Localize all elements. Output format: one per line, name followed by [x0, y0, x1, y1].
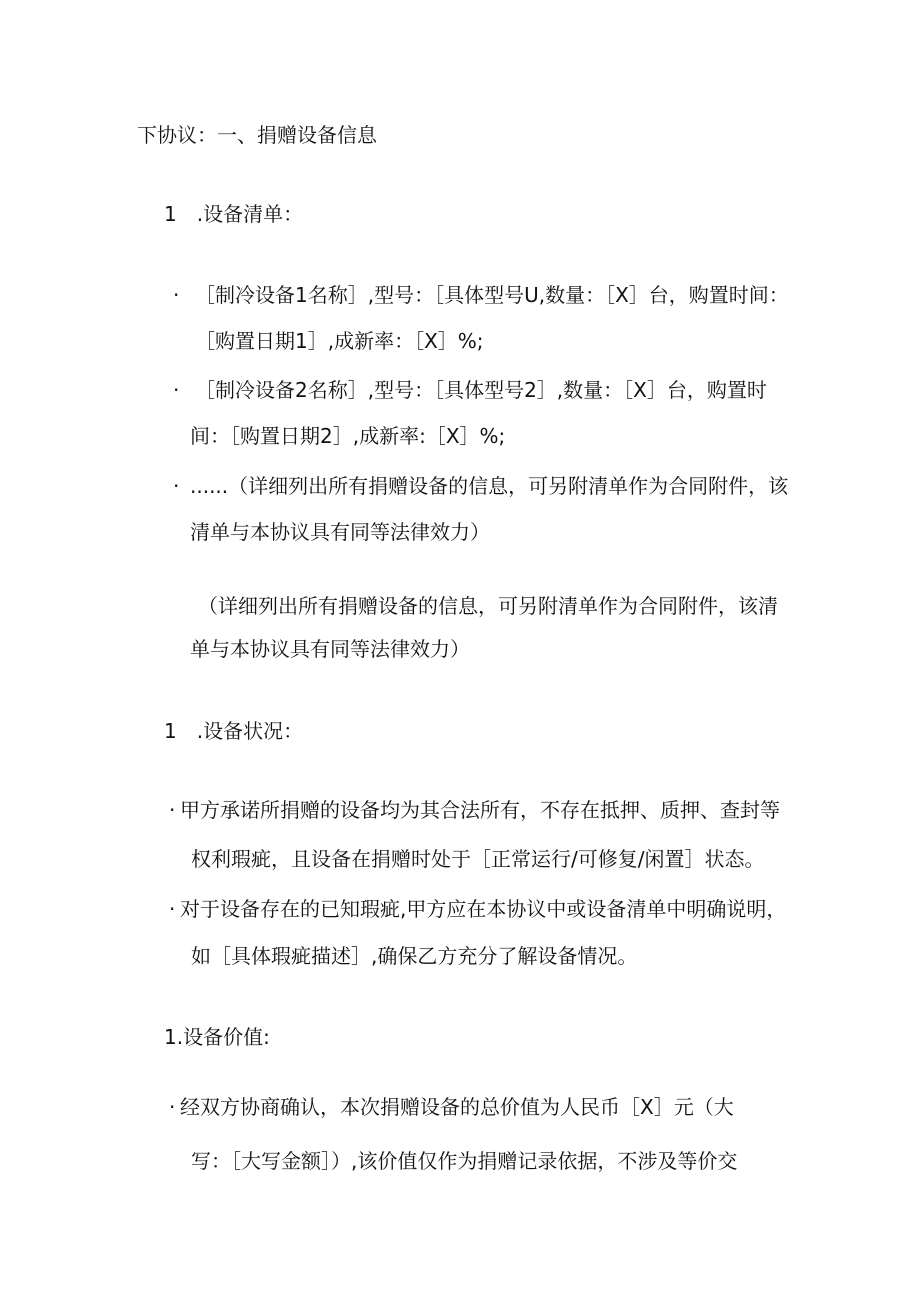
section-title-equipment-value: 1.设备价值: [164, 1025, 270, 1049]
list-bullet: · [173, 283, 180, 307]
list-bullet: · [169, 798, 176, 822]
list-item-line: ......（详细列出所有捐赠设备的信息，可另附清单作为合同附件，该 [190, 474, 789, 498]
list-bullet: · [173, 378, 180, 402]
section-title-equipment-condition: 1 .设备状况： [164, 719, 304, 743]
list-bullet: · [169, 1095, 176, 1119]
note-line: （详细列出所有捐赠设备的信息，可另附清单作为合同附件，该清 [198, 594, 778, 618]
note-line: 单与本协议具有同等法律效力） [190, 637, 470, 661]
list-item-line: ［制冷设备2名称］,型号：［具体型号2］,数量：［X］台，购置时 [195, 378, 767, 402]
list-item-line: 经双方协商确认，本次捐赠设备的总价值为人民币［X］元（大 [180, 1095, 734, 1119]
list-bullet: · [169, 897, 176, 921]
list-item-line: 清单与本协议具有同等法律效力） [190, 520, 490, 544]
list-item-line: ［购置日期1］,成新率：［X］%; [195, 329, 484, 353]
list-item-line: 间：［购置日期2］,成新率:［X］%; [190, 424, 506, 448]
list-item-line: ［制冷设备1名称］,型号：［具体型号U,数量：［X］台，购置时间： [195, 283, 789, 307]
list-item-line: 权利瑕疵，且设备在捐赠时处于［正常运行/可修复/闲置］状态。 [191, 847, 765, 871]
document-heading: 下协议：一、捐赠设备信息 [137, 123, 377, 147]
list-item-line: 如［具体瑕疵描述］,确保乙方充分了解设备情况。 [191, 944, 638, 968]
list-item-line: 甲方承诺所捐赠的设备均为其合法所有，不存在抵押、质押、查封等 [180, 798, 780, 822]
section-title-equipment-list: 1 .设备清单： [164, 202, 304, 226]
list-item-line: 写：［大写金额］）,该价值仅作为捐赠记录依据，不涉及等价交 [191, 1149, 738, 1173]
list-item-line: 对于设备存在的已知瑕疵,甲方应在本协议中或设备清单中明确说明， [180, 897, 787, 921]
list-bullet: · [173, 474, 180, 498]
